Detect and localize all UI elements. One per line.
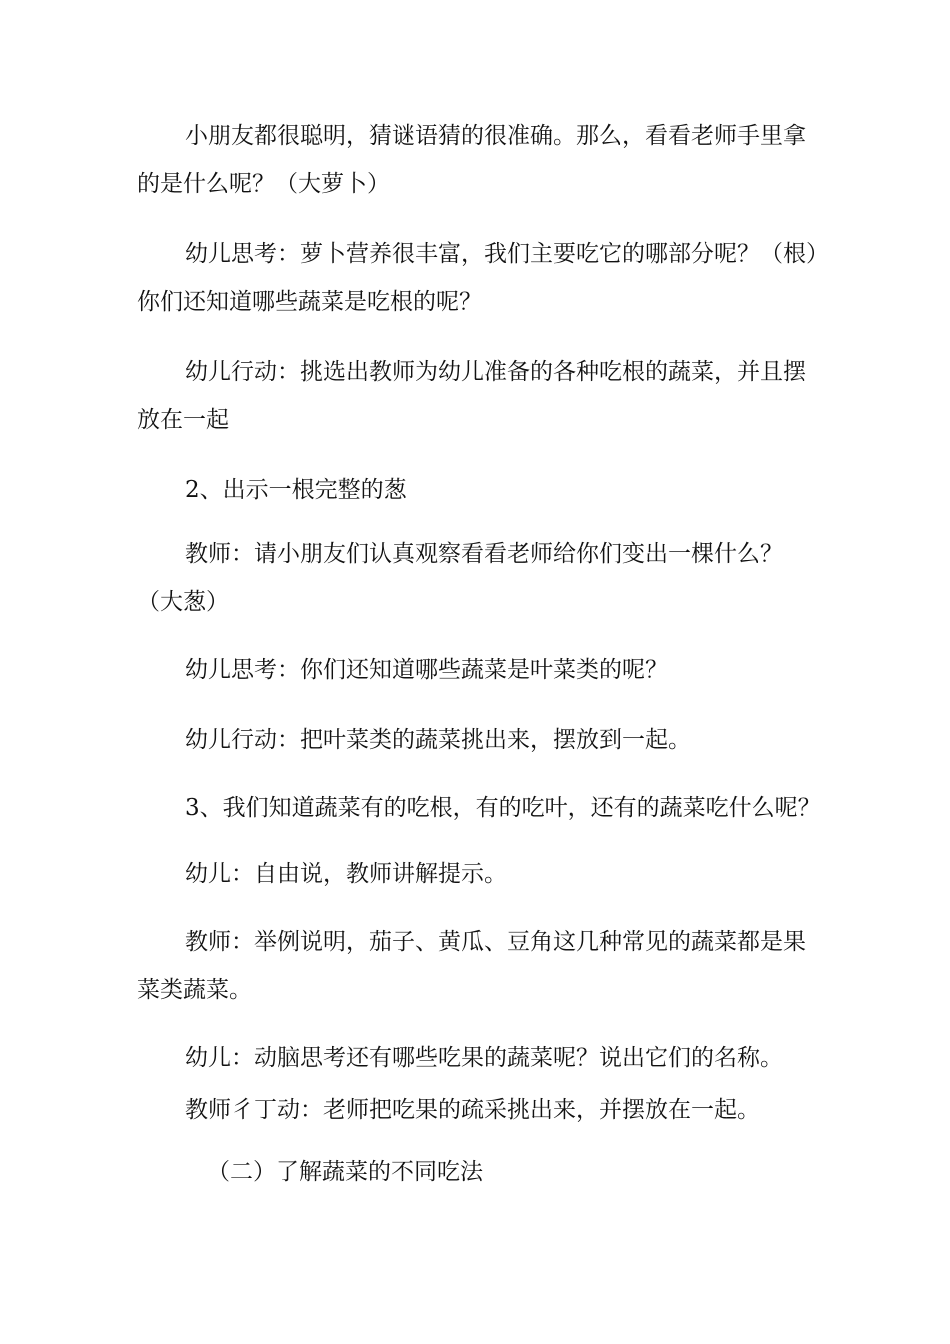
paragraph-step-3: 3、我们知道蔬菜有的吃根，有的吃叶，还有的蔬菜吃什么呢？ [185,795,821,821]
paragraph-act-leaf: 幼儿行动：把叶菜类的蔬菜挑出来，摆放到一起。 [185,727,691,753]
paragraph-child-speak: 幼儿：自由说，教师讲解提示。 [185,861,507,887]
paragraph-riddle-radish: 小朋友都很聪明，猜谜语猜的很准确。那么，看看老师手里拿的是什么呢？（大萝卜） [137,123,806,197]
paragraph-think-fruit: 幼儿：动脑思考还有哪些吃果的蔬菜呢？说出它们的名称。 [185,1045,783,1071]
paragraph-act-root: 幼儿行动：挑选出教师为幼儿准备的各种吃根的蔬菜，并且摆放在一起 [137,359,806,433]
paragraph-teacher-onion: 教师：请小朋友们认真观察看看老师给你们变出一棵什么？（大葱） [137,541,783,615]
paragraph-step-2: 2、出示一根完整的葱 [185,477,407,503]
paragraph-think-leaf: 幼儿思考：你们还知道哪些蔬菜是叶菜类的呢？ [185,657,668,683]
paragraph-teacher-fruit: 教师：举例说明，茄子、黄瓜、豆角这几种常见的蔬菜都是果菜类蔬菜。 [137,929,806,1003]
paragraph-think-root: 幼儿思考：萝卜营养很丰富，我们主要吃它的哪部分呢？（根）你们还知道哪些蔬菜是吃根的呢？ [137,241,818,315]
paragraph-teacher-act-fruit: 教师彳丁动：老师把吃果的疏采挑出来，并摆放在一起。 [185,1097,760,1123]
section-heading: （二）了解蔬菜的不同吃法 [207,1159,483,1185]
